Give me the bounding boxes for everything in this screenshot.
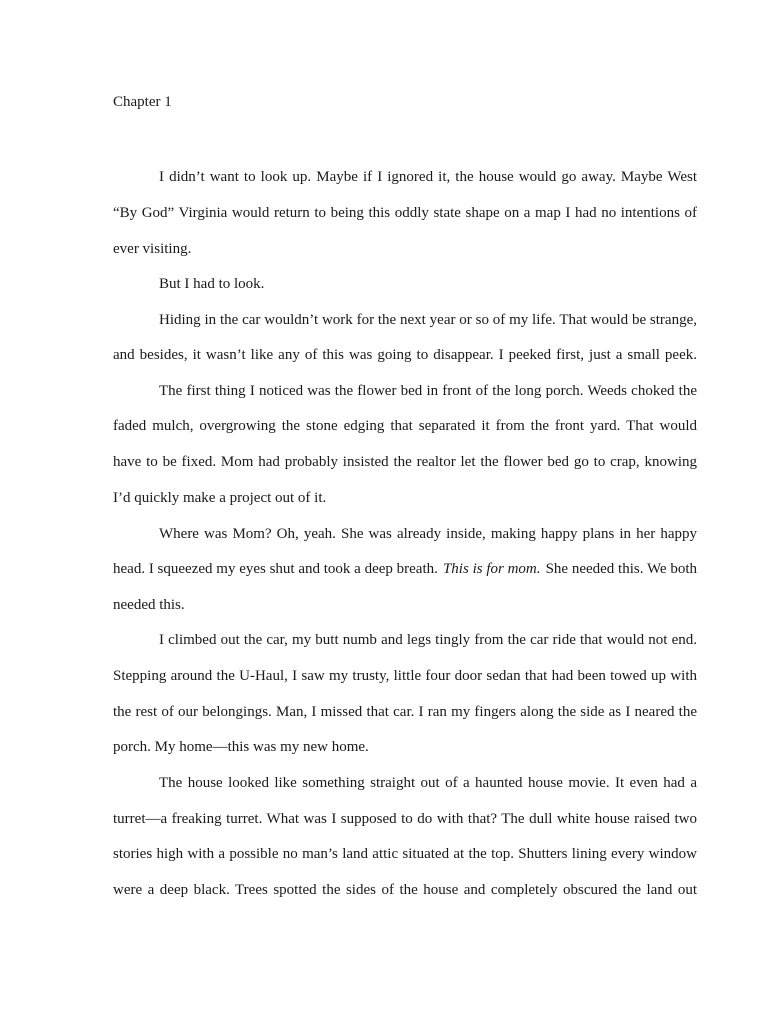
paragraph-line: were a deep black. Trees spotted the sides of the house and completely obscured the land out xyxy=(113,882,697,898)
paragraph-line: ever visiting. xyxy=(113,241,192,257)
line-segment: She needed this. We both xyxy=(545,561,697,577)
paragraph-line: turret—a freaking turret. What was I supposed to do with that? The dull white house raised two xyxy=(113,811,697,827)
paragraph-line: The house looked like something straight out of a haunted house movie. It even had a xyxy=(159,775,697,791)
paragraph-line: and besides, it wasn’t like any of this was going to disappear. I peeked first, just a small peek. xyxy=(113,347,697,363)
italic-emphasis: This is for mom. xyxy=(442,561,541,577)
paragraph-line: faded mulch, overgrowing the stone edging that separated it from the front yard. That would xyxy=(113,418,697,434)
paragraph-line: I climbed out the car, my butt numb and legs tingly from the car ride that would not end. xyxy=(159,632,697,648)
paragraph-line xyxy=(113,560,697,578)
paragraph-line: porch. My home—this was my new home. xyxy=(113,739,369,755)
paragraph-line: Hiding in the car wouldn’t work for the next year or so of my life. That would be strange, xyxy=(159,312,697,328)
paragraph-line: the rest of our belongings. Man, I missed that car. I ran my fingers along the side as I neared the xyxy=(113,704,697,720)
paragraph-line: Stepping around the U-Haul, I saw my trusty, little four door sedan that had been towed up with xyxy=(113,668,697,684)
paragraph-line: But I had to look. xyxy=(159,276,265,292)
paragraph-line: needed this. xyxy=(113,597,185,613)
paragraph-line: stories high with a possible no man’s land attic situated at the top. Shutters lining every window xyxy=(113,846,697,862)
paragraph-line: “By God” Virginia would return to being this oddly state shape on a map I had no intentions of xyxy=(113,205,697,221)
paragraph-line: have to be fixed. Mom had probably insisted the realtor let the flower bed go to crap, knowing xyxy=(113,454,697,470)
paragraph-line: Where was Mom? Oh, yeah. She was already inside, making happy plans in her happy xyxy=(159,526,697,542)
paragraph-line: The first thing I noticed was the flower bed in front of the long porch. Weeds choked the xyxy=(159,383,697,399)
line-segment: head. I squeezed my eyes shut and took a deep breath. xyxy=(113,561,438,577)
paragraph-line: I’d quickly make a project out of it. xyxy=(113,490,327,506)
chapter-heading: Chapter 1 xyxy=(113,94,172,110)
paragraph-line: I didn’t want to look up. Maybe if I ignored it, the house would go away. Maybe West xyxy=(159,169,697,185)
